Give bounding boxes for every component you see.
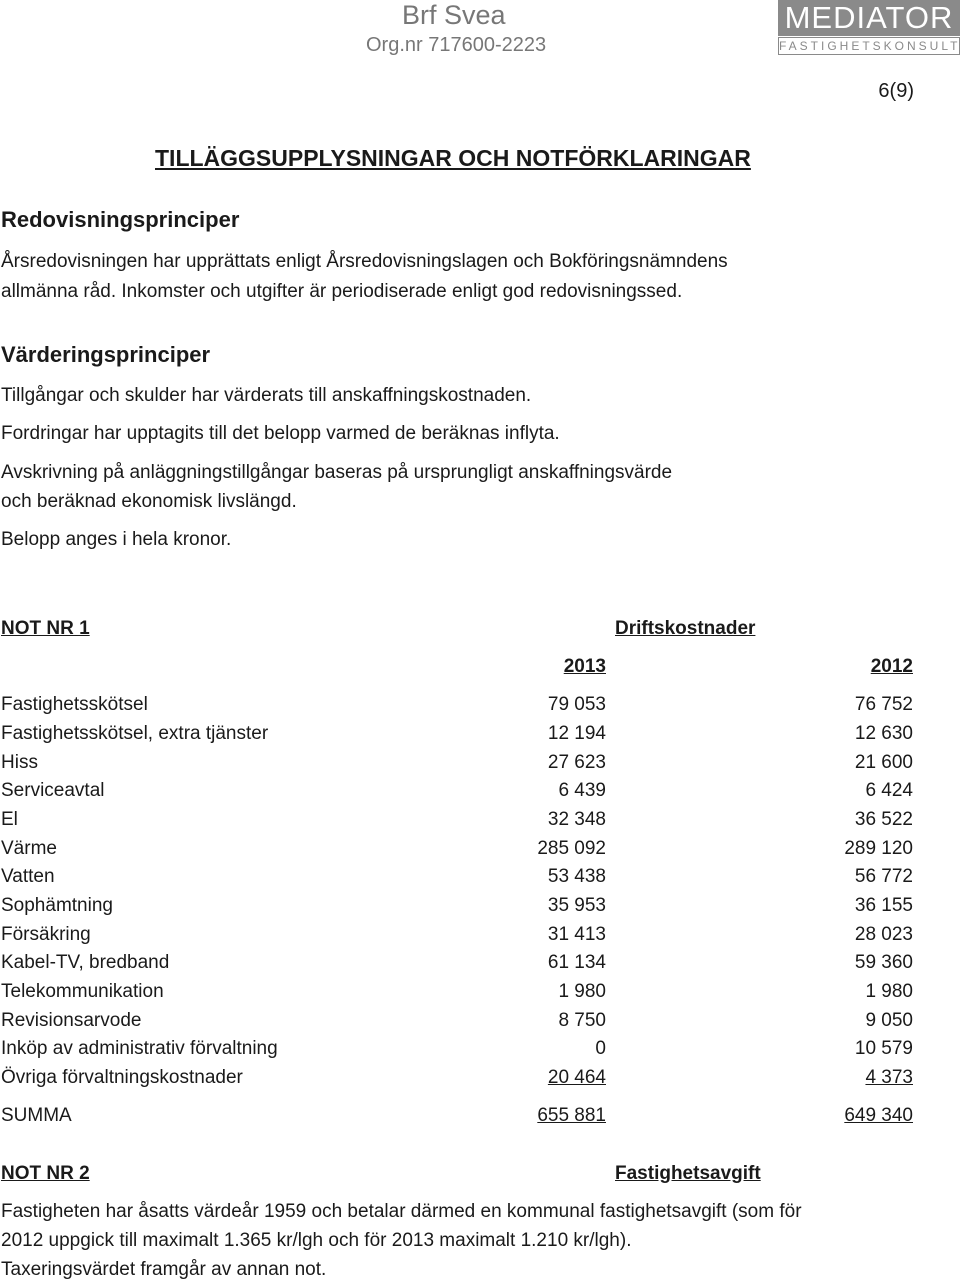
value-2013: 61 134 <box>547 952 606 973</box>
row-label: Inköp av administrativ förvaltning <box>1 1038 278 1059</box>
logo-tagline: FASTIGHETSKONSULT <box>779 39 960 53</box>
value-2013: 6 439 <box>558 780 606 801</box>
value-2013: 32 348 <box>547 809 606 830</box>
table-row <box>0 780 960 806</box>
value-2012: 59 360 <box>854 952 913 973</box>
value-2012: 36 155 <box>854 895 913 916</box>
page-number: 6(9) <box>878 80 914 102</box>
value-2013: 27 623 <box>547 752 606 773</box>
note-label-1: NOT NR 1 <box>1 618 90 639</box>
paragraph-line: 2012 uppgick till maximalt 1.365 kr/lgh och för 2013 maximalt 1.210 kr/lgh). <box>1 1230 632 1251</box>
section-heading-redovisning: Redovisningsprinciper <box>1 207 240 232</box>
value-2013: 0 <box>595 1038 606 1059</box>
value-2012: 9 050 <box>865 1010 913 1031</box>
paragraph-line: Årsredovisningen har upprättats enligt Årsredovisningslagen och Bokföringsnämndens <box>1 251 728 272</box>
table-row <box>0 694 960 720</box>
sum-2013: 655 881 <box>537 1105 606 1126</box>
paragraph-line: Fordringar har upptagits till det belopp varmed de beräknas inflyta. <box>1 423 560 444</box>
sum-row <box>0 1105 960 1131</box>
row-label: Sophämtning <box>1 895 113 916</box>
value-2013: 53 438 <box>547 866 606 887</box>
value-2012: 28 023 <box>854 924 913 945</box>
value-2013: 12 194 <box>547 723 606 744</box>
row-label: Vatten <box>1 866 55 887</box>
table-row <box>0 895 960 921</box>
paragraph-line: Avskrivning på anläggningstillgångar baseras på ursprungligt anskaffningsvärde <box>1 462 673 483</box>
table-row <box>0 866 960 892</box>
row-label: Revisionsarvode <box>1 1010 142 1031</box>
table-row <box>0 752 960 778</box>
column-header-2013: 2013 <box>563 656 606 677</box>
value-2013: 20 464 <box>547 1067 606 1088</box>
table-row <box>0 1038 960 1064</box>
table-row <box>0 838 960 864</box>
row-label: Fastighetsskötsel <box>1 694 148 715</box>
table-row <box>0 723 960 749</box>
column-header-2012: 2012 <box>870 656 913 677</box>
row-label: Hiss <box>1 752 38 773</box>
row-label: Serviceavtal <box>1 780 105 801</box>
paragraph-line: Tillgångar och skulder har värderats till anskaffningskostnaden. <box>1 385 532 406</box>
value-2012: 56 772 <box>854 866 913 887</box>
row-label: Övriga förvaltningskostnader <box>1 1067 243 1088</box>
table-row <box>0 924 960 950</box>
table-row <box>0 952 960 978</box>
row-label: El <box>1 809 18 830</box>
table-row <box>0 809 960 835</box>
sum-2012: 649 340 <box>844 1105 913 1126</box>
paragraph-line: allmänna råd. Inkomster och utgifter är periodiserade enligt god redovisningssed. <box>1 281 683 302</box>
note-heading-fastighetsavgift: Fastighetsavgift <box>615 1163 761 1184</box>
value-2012: 12 630 <box>854 723 913 744</box>
association-name: Brf Svea <box>402 0 506 30</box>
value-2012: 76 752 <box>854 694 913 715</box>
org-number: Org.nr 717600-2223 <box>366 34 547 56</box>
mediator-logo <box>778 0 960 58</box>
row-label: Telekommunikation <box>1 981 164 1002</box>
row-label: Fastighetsskötsel, extra tjänster <box>1 723 269 744</box>
value-2012: 4 373 <box>865 1067 913 1088</box>
paragraph-line: och beräknad ekonomisk livslängd. <box>1 491 297 512</box>
value-2012: 289 120 <box>844 838 913 859</box>
paragraph-line: Belopp anges i hela kronor. <box>1 529 232 550</box>
value-2013: 8 750 <box>558 1010 606 1031</box>
table-row <box>0 1010 960 1036</box>
sum-label: SUMMA <box>1 1105 72 1126</box>
page-title: TILLÄGGSUPPLYSNINGAR OCH NOTFÖRKLARINGAR <box>155 145 751 171</box>
value-2012: 1 980 <box>865 981 913 1002</box>
value-2013: 79 053 <box>547 694 606 715</box>
table-row <box>0 1067 960 1093</box>
note-heading-driftskostnader: Driftskostnader <box>615 618 756 639</box>
value-2013: 1 980 <box>558 981 606 1002</box>
row-label: Försäkring <box>1 924 91 945</box>
paragraph-line: Fastigheten har åsatts värdeår 1959 och betalar därmed en kommunal fastighetsavgift (som för <box>1 1201 802 1222</box>
value-2012: 10 579 <box>854 1038 913 1059</box>
table-row <box>0 981 960 1007</box>
value-2013: 35 953 <box>547 895 606 916</box>
value-2013: 31 413 <box>547 924 606 945</box>
paragraph-line: Taxeringsvärdet framgår av annan not. <box>1 1259 327 1280</box>
value-2012: 6 424 <box>865 780 913 801</box>
value-2012: 36 522 <box>854 809 913 830</box>
section-heading-vardering: Värderingsprinciper <box>1 342 211 367</box>
value-2013: 285 092 <box>537 838 606 859</box>
row-label: Kabel-TV, bredband <box>1 952 170 973</box>
value-2012: 21 600 <box>854 752 913 773</box>
logo-wordmark: MEDIATOR <box>778 0 960 36</box>
row-label: Värme <box>1 838 57 859</box>
note-label-2: NOT NR 2 <box>1 1163 90 1184</box>
